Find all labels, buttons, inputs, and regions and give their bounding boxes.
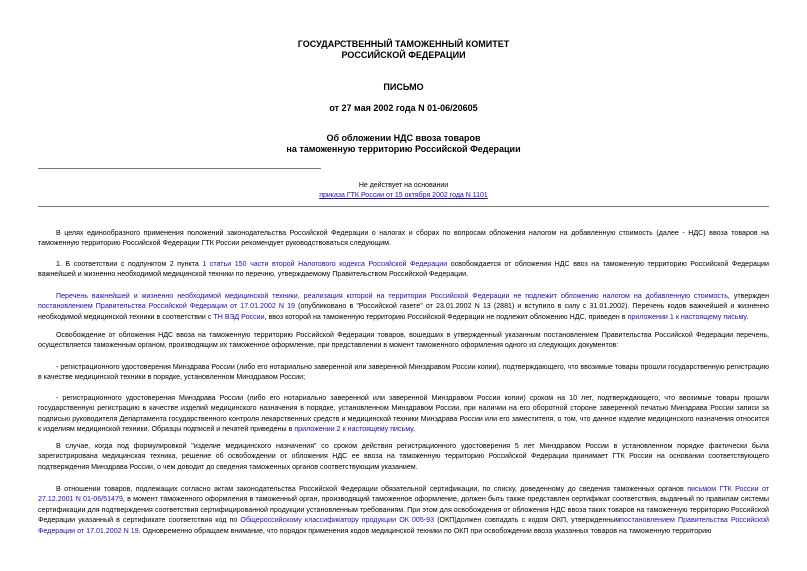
status-order-link[interactable]: приказа ГТК России от 15 октября 2002 года N 1101 xyxy=(319,192,488,199)
status-note xyxy=(0,181,807,201)
okp-classifier-link[interactable]: Общероссийскому классификатору продукции ОК 005-93 xyxy=(240,516,435,525)
separator-top xyxy=(38,168,321,169)
document-date-number: от 27 мая 2002 года N 01-06/20605 xyxy=(329,103,478,113)
paragraph-five-year-certificate: В случае, когда под формулировкой "изделие медицинского назначения" со сроком действия регистрационного удостоверения 5 лет Минздравом России в установленном порядке фактически была зарегистрирована медицинская техника, решение об освобождении от обложения НДС ее ввоза на таможенную территорию Российской Федерации принимает ГТК России на основании соответствующего подтверждения Минздрава России, о чем доводит до сведения таможенных органов соответствующим указанием. xyxy=(38,442,769,471)
paragraph-ten-year-certificate: - регистрационного удостоверения Минздрава России (либо его нотариально заверенной или заверенной Минздравом России копии) сроком на 10 лет, подтверждающего, что ввозимые товары прошли государственную регистрацию в качестве изделий медицинского назначения в порядке, установленном Минздравом России, при наличии на его оборотной стороне заверенной печатью Минздрава России записи за подписью руководителя Департамента государственного контроля лекарственных средств и медицинской техники Минздрава России или его заместителя, о том, что данное изделие медицинского назначения относится к изделиям медицинской техники. Образцы подписей и печатей приведены в приложении 2 к настоящему письму. xyxy=(38,394,769,434)
subject-line-2: на таможенную территорию Российской Федерации xyxy=(286,144,521,154)
issuer-heading xyxy=(0,39,807,61)
paragraph-exemption-documents: Освобождение от обложения НДС ввоза на таможенную территорию Российской Федерации товаров, вошедших в утвержденный указанным постановлением Правительства Российской Федерации перечень, осуществляется таможенным органом, производящим их таможенное оформление, при представлении в момент таможенного оформления одного из следующих документов: xyxy=(38,331,769,350)
issuer-line-2: РОССИЙСКОЙ ФЕДЕРАЦИИ xyxy=(341,50,466,60)
tax-code-link[interactable]: 1 статьи 150 части второй Налогового кодекса Российской Федерации xyxy=(202,260,448,268)
paragraph-list-reference: Перечень важнейшей и жизненно необходимой медицинской техники, реализация которой на территории Российской Федерации не подлежит обложению налогом на добавленную стоимость, утвержден постановлением Правительства Российской Федерации от 17.01.2002 N 19 (опубликовано в "Российской газете" от 23.01.2002 N 13 (2881) и вступило в силу с 31.01.2002). Перечень кодов важнейшей и жизненно необходимой медицинской техники в соответствии с ТН ВЭД России, ввоз которой на таможенную территорию Российской Федерации не подлежит обложению НДС, приведен в приложении 1 к настоящему письму. xyxy=(38,292,769,321)
medical-equipment-list-link[interactable]: Перечень важнейшей и жизненно необходимой медицинской техники, реализация которой на территории Российской Федерации не подлежит обложению налогом на добавленную стоимость xyxy=(56,292,728,300)
issuer-line-1: ГОСУДАРСТВЕННЫЙ ТАМОЖЕННЫЙ КОМИТЕТ xyxy=(297,39,510,49)
appendix-1-link[interactable]: приложении 1 к настоящему письму xyxy=(627,312,747,321)
tn-ved-link[interactable]: ТН ВЭД России xyxy=(213,312,265,321)
subject-line-1: Об обложении НДС ввоза товаров xyxy=(326,133,481,143)
paragraph-item-1: 1. В соответствии с подпунктом 2 пункта 1 статьи 150 части второй Налогового кодекса Российской Федерации освобождается от обложения НДС ввоз на таможенную территорию Российской Федерации важнейшей и жизненно необходимой медицинской техники по перечню, утверждаемому Правительством Российской Федерации. xyxy=(38,260,769,279)
status-note-text: Не действует на основании xyxy=(358,182,449,189)
document-type: ПИСЬМО xyxy=(383,82,424,92)
gtk-letter-link[interactable]: письмом ГТК России от 27.12.2001 N 01-06/51479 xyxy=(38,485,770,504)
government-decree-link-2[interactable]: постановлением Правительства Российской Федерации от 17.01.2002 N 19 xyxy=(38,516,770,535)
government-decree-link[interactable]: постановлением Правительства Российской Федерации от 17.01.2002 N 19 xyxy=(38,302,295,311)
paragraph-intro: В целях единообразного применения положений законодательства Российской Федерации о налогах и сборах по вопросам обложения налогом на добавленную стоимость (далее - НДС) ввоза товаров на таможенную территорию Российской Федерации ГТК России рекомендует руководствоваться следующим. xyxy=(38,229,769,248)
separator-bottom xyxy=(38,206,769,207)
paragraph-registration-certificate: - регистрационного удостоверения Минздрава России (либо его нотариально заверенной или заверенной Минздравом России копии), подтверждающего, что ввозимые товары прошли государственную регистрацию в качестве медицинской техники в порядке, установленном Минздравом России; xyxy=(38,363,769,382)
document-subject xyxy=(0,133,807,155)
appendix-2-link[interactable]: приложении 2 к настоящему письму xyxy=(294,425,414,434)
paragraph-certification: В отношении товаров, подлежащих согласно актам законодательства Российской Федерации обязательной сертификации, по списку, доведенному до сведения таможенных органов письмом ГТК России от 27.12.2001 N 01-06/51479, в момент таможенного оформления в таможенный орган, производящий таможенное оформление, должен быть также представлен сертификат соответствия, выданный по правилам системы сертификации для подтверждения соответствия сертифицированной продукции установленным требованиям. При этом для освобождения от обложения НДС ввоза таких товаров на таможенную территорию Российской Федерации указанный в сертификате соответствия код по Общероссийскому классификатору продукции ОК 005-93 (ОКП)должен совпадать с кодом ОКП, утвержденнымпостановлением Правительства Российской Федерации от 17.01.2002 N 19. Одновременно обращаем внимание, что порядок применения кодов медицинской техники по ОКП при освобождении ввоза указанных товаров на таможенную территорию xyxy=(38,485,770,535)
